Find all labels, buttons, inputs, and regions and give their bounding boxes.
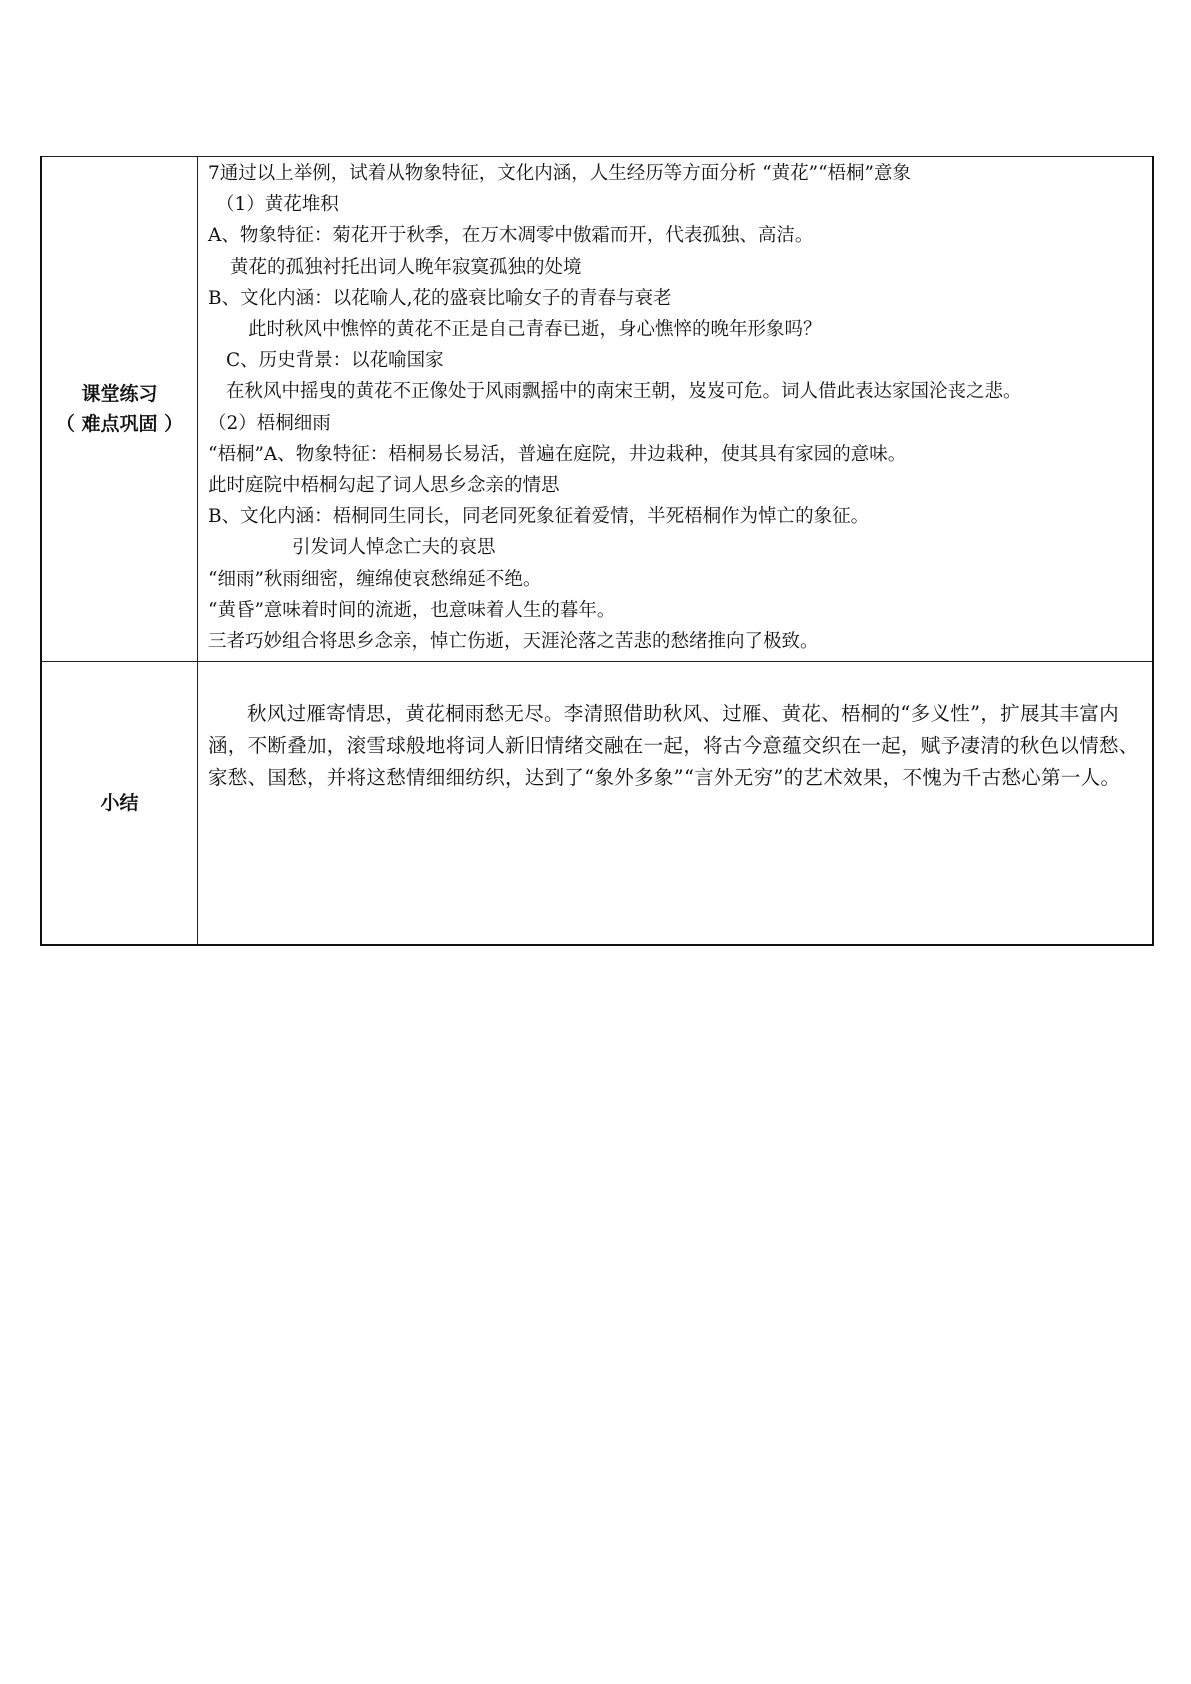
- practice-line: 此时秋风中憔悴的黄花不正是自己青春已逝，身心憔悴的晚年形象吗？: [248, 319, 822, 341]
- practice-line: “细雨”秋雨细密，缠绵使哀愁绵延不绝。: [208, 568, 542, 590]
- practice-line: “黄昏”意味着时间的流逝，也意味着人生的暮年。: [208, 599, 616, 621]
- row-label-summary: [41, 662, 198, 946]
- row-label-line: 课堂练习: [81, 383, 158, 406]
- practice-line: B、文化内涵：梧桐同生同长，同老同死象征着爱情，半死梧桐作为悼亡的象征。: [208, 506, 870, 528]
- practice-line: A、物象特征：菊花开于秋季，在万木凋零中傲霜而开，代表孤独、高洁。: [208, 225, 814, 247]
- practice-line: 在秋风中摇曳的黄花不正像处于风雨飘摇中的南宋王朝，岌岌可危。词人借此表达家国沦丧之悲。: [226, 381, 1022, 403]
- practice-content: [198, 157, 1154, 662]
- practice-line: 三者巧妙组合将思乡念亲，悼亡伤逝，天涯沦落之苦悲的愁绪推向了极致。: [208, 631, 819, 653]
- summary-content: [198, 662, 1154, 946]
- practice-line: “梧桐”A、物象特征：梧桐易长易活，普遍在庭院，井边栽种，使其具有家园的意味。: [208, 443, 907, 465]
- table-row-practice: [41, 157, 1153, 662]
- lesson-table: [40, 156, 1154, 946]
- practice-line: C、历史背景：以花喻国家: [226, 350, 444, 372]
- practice-line: 引发词人悼念亡夫的哀思: [292, 537, 496, 559]
- practice-line: （2）梧桐细雨: [208, 412, 331, 434]
- practice-line: 此时庭院中梧桐勾起了词人思乡念亲的情思: [208, 475, 560, 497]
- row-label-line: （ 难点巩固 ）: [55, 413, 184, 436]
- summary-paragraph: 秋风过雁寄情思，黄花桐雨愁无尽。李清照借助秋风、过雁、黄花、梧桐的“多义性”，扩展其丰富内涵，不断叠加，滚雪球般地将词人新旧情绪交融在一起，将古今意蕴交织在一起，赋予凄清的秋色以情愁、家愁、国愁，并将这愁情细细纺织，达到了“象外多象”“言外无穷”的艺术效果，不愧为千古愁心第一人。: [208, 702, 1139, 790]
- practice-line: 7通过以上举例，试着从物象特征，文化内涵，人生经历等方面分析 “黄花”“梧桐”意象: [208, 163, 911, 184]
- practice-line: B、文化内涵：以花喻人,花的盛衰比喻女子的青春与衰老: [208, 287, 672, 309]
- row-label-line: 小结: [100, 792, 139, 815]
- table-row-summary: [41, 662, 1153, 946]
- row-label-practice: [41, 157, 198, 662]
- practice-line: （1）黄花堆积: [216, 194, 339, 216]
- practice-line: 黄花的孤独衬托出词人晚年寂寞孤独的处境: [230, 256, 582, 278]
